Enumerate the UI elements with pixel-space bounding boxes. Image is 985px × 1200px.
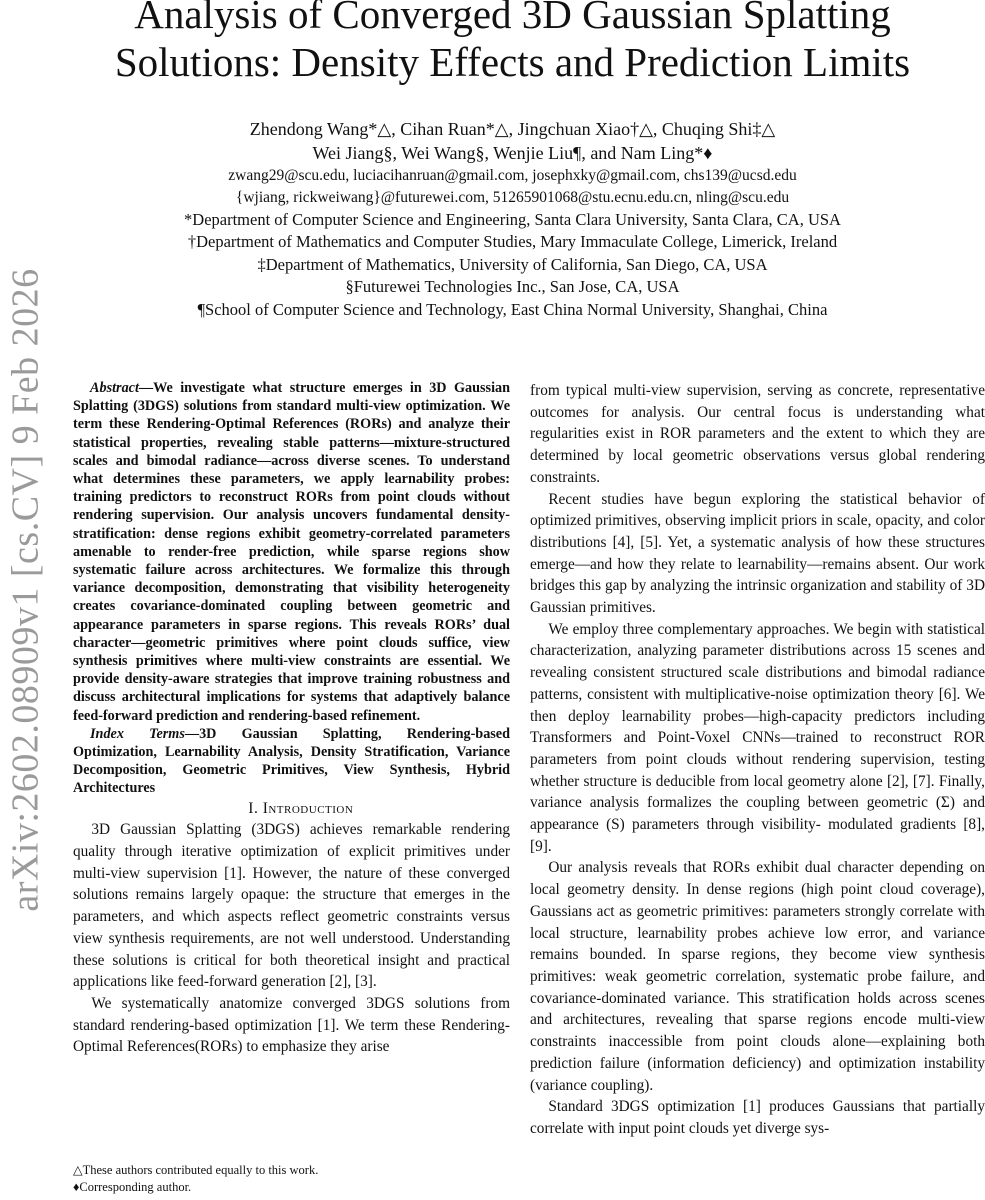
- body-paragraph: from typical multi-view supervision, serving as concrete, representative outcomes for analysis. Our central focus is understanding what regularities exist in ROR parameters and the extent to which they are determined by local geometric observations versus global rendering constraints.: [530, 382, 985, 486]
- section-heading: [73, 798, 510, 820]
- emails-line-2: {wjiang, rickweiwang}@futurewei.com, 51265901068@stu.ecnu.edu.cn, nling@scu.edu: [235, 189, 790, 206]
- index-terms-label: Index Terms: [90, 725, 185, 742]
- emails-line-1: zwang29@scu.edu, luciacihanruan@gmail.com, josephxky@gmail.com, chs139@ucsd.edu: [228, 167, 797, 184]
- footnotes: [73, 1162, 510, 1196]
- authors-line-1: Zhendong Wang*△, Cihan Ruan*△, Jingchuan Xiao†△, Chuqing Shi‡△: [249, 119, 776, 139]
- authors-line-2: Wei Jiang§, Wei Wang§, Wenjie Liu¶, and Nam Ling*♦: [312, 143, 713, 163]
- body-paragraph: Standard 3DGS optimization [1] produces Gaussians that partially correlate with input point clouds yet diverge sys-: [530, 1098, 985, 1137]
- affiliation-5: ¶School of Computer Science and Technology, East China Normal University, Shanghai, China: [197, 299, 828, 319]
- affiliation-2: †Department of Mathematics and Computer Studies, Mary Immaculate College, Limerick, Ireland: [187, 232, 838, 252]
- index-terms-text: —3D Gaussian Splatting, Rendering-based Optimization, Learnability Analysis, Density Stratification, Variance Decomposition, Geometric Primitives, View Synthesis, Hybrid Architectures: [73, 725, 510, 797]
- paper-title: [60, 0, 965, 86]
- footnote-2: ♦Corresponding author.: [73, 1180, 192, 1194]
- arxiv-stamp: arXiv:2602.08909v1 [cs.CV] 9 Feb 2026: [5, 268, 47, 912]
- title-line-2: Solutions: Density Effects and Prediction Limits: [114, 39, 911, 85]
- title-line-1: Analysis of Converged 3D Gaussian Splatting: [134, 0, 891, 37]
- abstract-label: Abstract: [90, 380, 139, 396]
- index-terms: [73, 725, 510, 798]
- body-paragraph: We employ three complementary approaches. We begin with statistical characterization, analyzing parameter distributions across 15 scenes and revealing consistent structured scale distributions and bimodal radiance patterns, consistent with multiplicative-noise optimization theory [6]. We then deploy learnability probes—high-capacity predictors including Transformers and Point-Voxel CNNs—trained to reconstruct ROR parameters from point clouds without rendering supervision, testing whether structure is deducible from local geometry alone [2], [7]. Finally, variance analysis formalizes the coupling between geometric (Σ) and appearance (S) parameters through visibility- modulated gradients [8], [9].: [530, 620, 985, 855]
- section-number: I.: [248, 799, 259, 817]
- affiliation-4: §Futurewei Technologies Inc., San Jose, CA, USA: [345, 277, 680, 297]
- footnote-1: △These authors contributed equally to this work.: [73, 1163, 319, 1177]
- body-paragraph: Our analysis reveals that RORs exhibit dual character depending on local geometry density. In dense regions (high point cloud coverage), Gaussians act as geometric primitives: parameters strongly correlate with local structure, learnability probes achieve low error, and variance remains bounded. In sparse regions, they become view synthesis primitives: weak geometric correlation, systematic probe failure, and covariance-dominated variance. This stratification holds across scenes and architectures, revealing that sparse regions encode multi-view constraints inaccessible from point clouds alone—explaining both prediction failure (information deficiency) and optimization instability (variance coupling).: [530, 859, 985, 1094]
- author-block: [60, 117, 965, 321]
- body-paragraph: Recent studies have begun exploring the statistical behavior of optimized primitives, observing implicit priors in scale, opacity, and color distributions [4], [5]. Yet, a systematic analysis of how these structures emerge—and how they relate to learnability—remains absent. Our work bridges this gap by analyzing the intrinsic organization and stability of 3D Gaussian primitives.: [530, 490, 985, 617]
- body-paragraph: 3D Gaussian Splatting (3DGS) achieves remarkable rendering quality through iterative optimization of explicit primitives under multi-view supervision [1]. However, the nature of these converged solutions remains largely opaque: the structure that emerges in the parameters, and which aspects reflect geometric constraints versus view synthesis requirements, are not well understood. Understanding these solutions is critical for both theoretical insight and practical applications like feed-forward generation [2], [3].: [73, 821, 510, 991]
- arxiv-stamp-container: [6, 240, 46, 940]
- body-paragraph: We systematically anatomize converged 3DGS solutions from standard rendering-based optimization [1]. We term these Rendering-Optimal References(RORs) to emphasize they arise: [73, 995, 510, 1056]
- affiliation-3: ‡Department of Mathematics, University of California, San Diego, CA, USA: [257, 254, 768, 274]
- right-column: [530, 380, 985, 1140]
- abstract-text: —We investigate what structure emerges in 3D Gaussian Splatting (3DGS) solutions from standard multi-view optimization. We term these Rendering-Optimal References (RORs) and analyze their statistical properties, revealing stable patterns—mixture-structured scales and bimodal radiance—across diverse scenes. To understand what determines these parameters, we apply learnability probes: training predictors to reconstruct RORs from point clouds without rendering supervision. Our analysis uncovers fundamental density-stratification: dense regions exhibit geometry-correlated parameters amenable to render-free prediction, while sparse regions show systematic failure across architectures. We formalize this through variance decomposition, demonstrating that visibility heterogeneity creates covariance-dominated coupling between geometric and appearance parameters in sparse regions. This reveals RORs’ dual character—geometric primitives where point clouds suffice, view synthesis primitives where multi-view constraints are essential. We provide density-aware strategies that improve training robustness and discuss architectural implications for systems that adaptively balance feed-forward prediction and rendering-based refinement.: [73, 380, 510, 724]
- affiliation-1: *Department of Computer Science and Engineering, Santa Clara University, Santa Clara, CA, USA: [184, 210, 841, 229]
- section-title: Introduction: [262, 799, 354, 817]
- left-column: [73, 379, 510, 1058]
- abstract: [73, 379, 510, 725]
